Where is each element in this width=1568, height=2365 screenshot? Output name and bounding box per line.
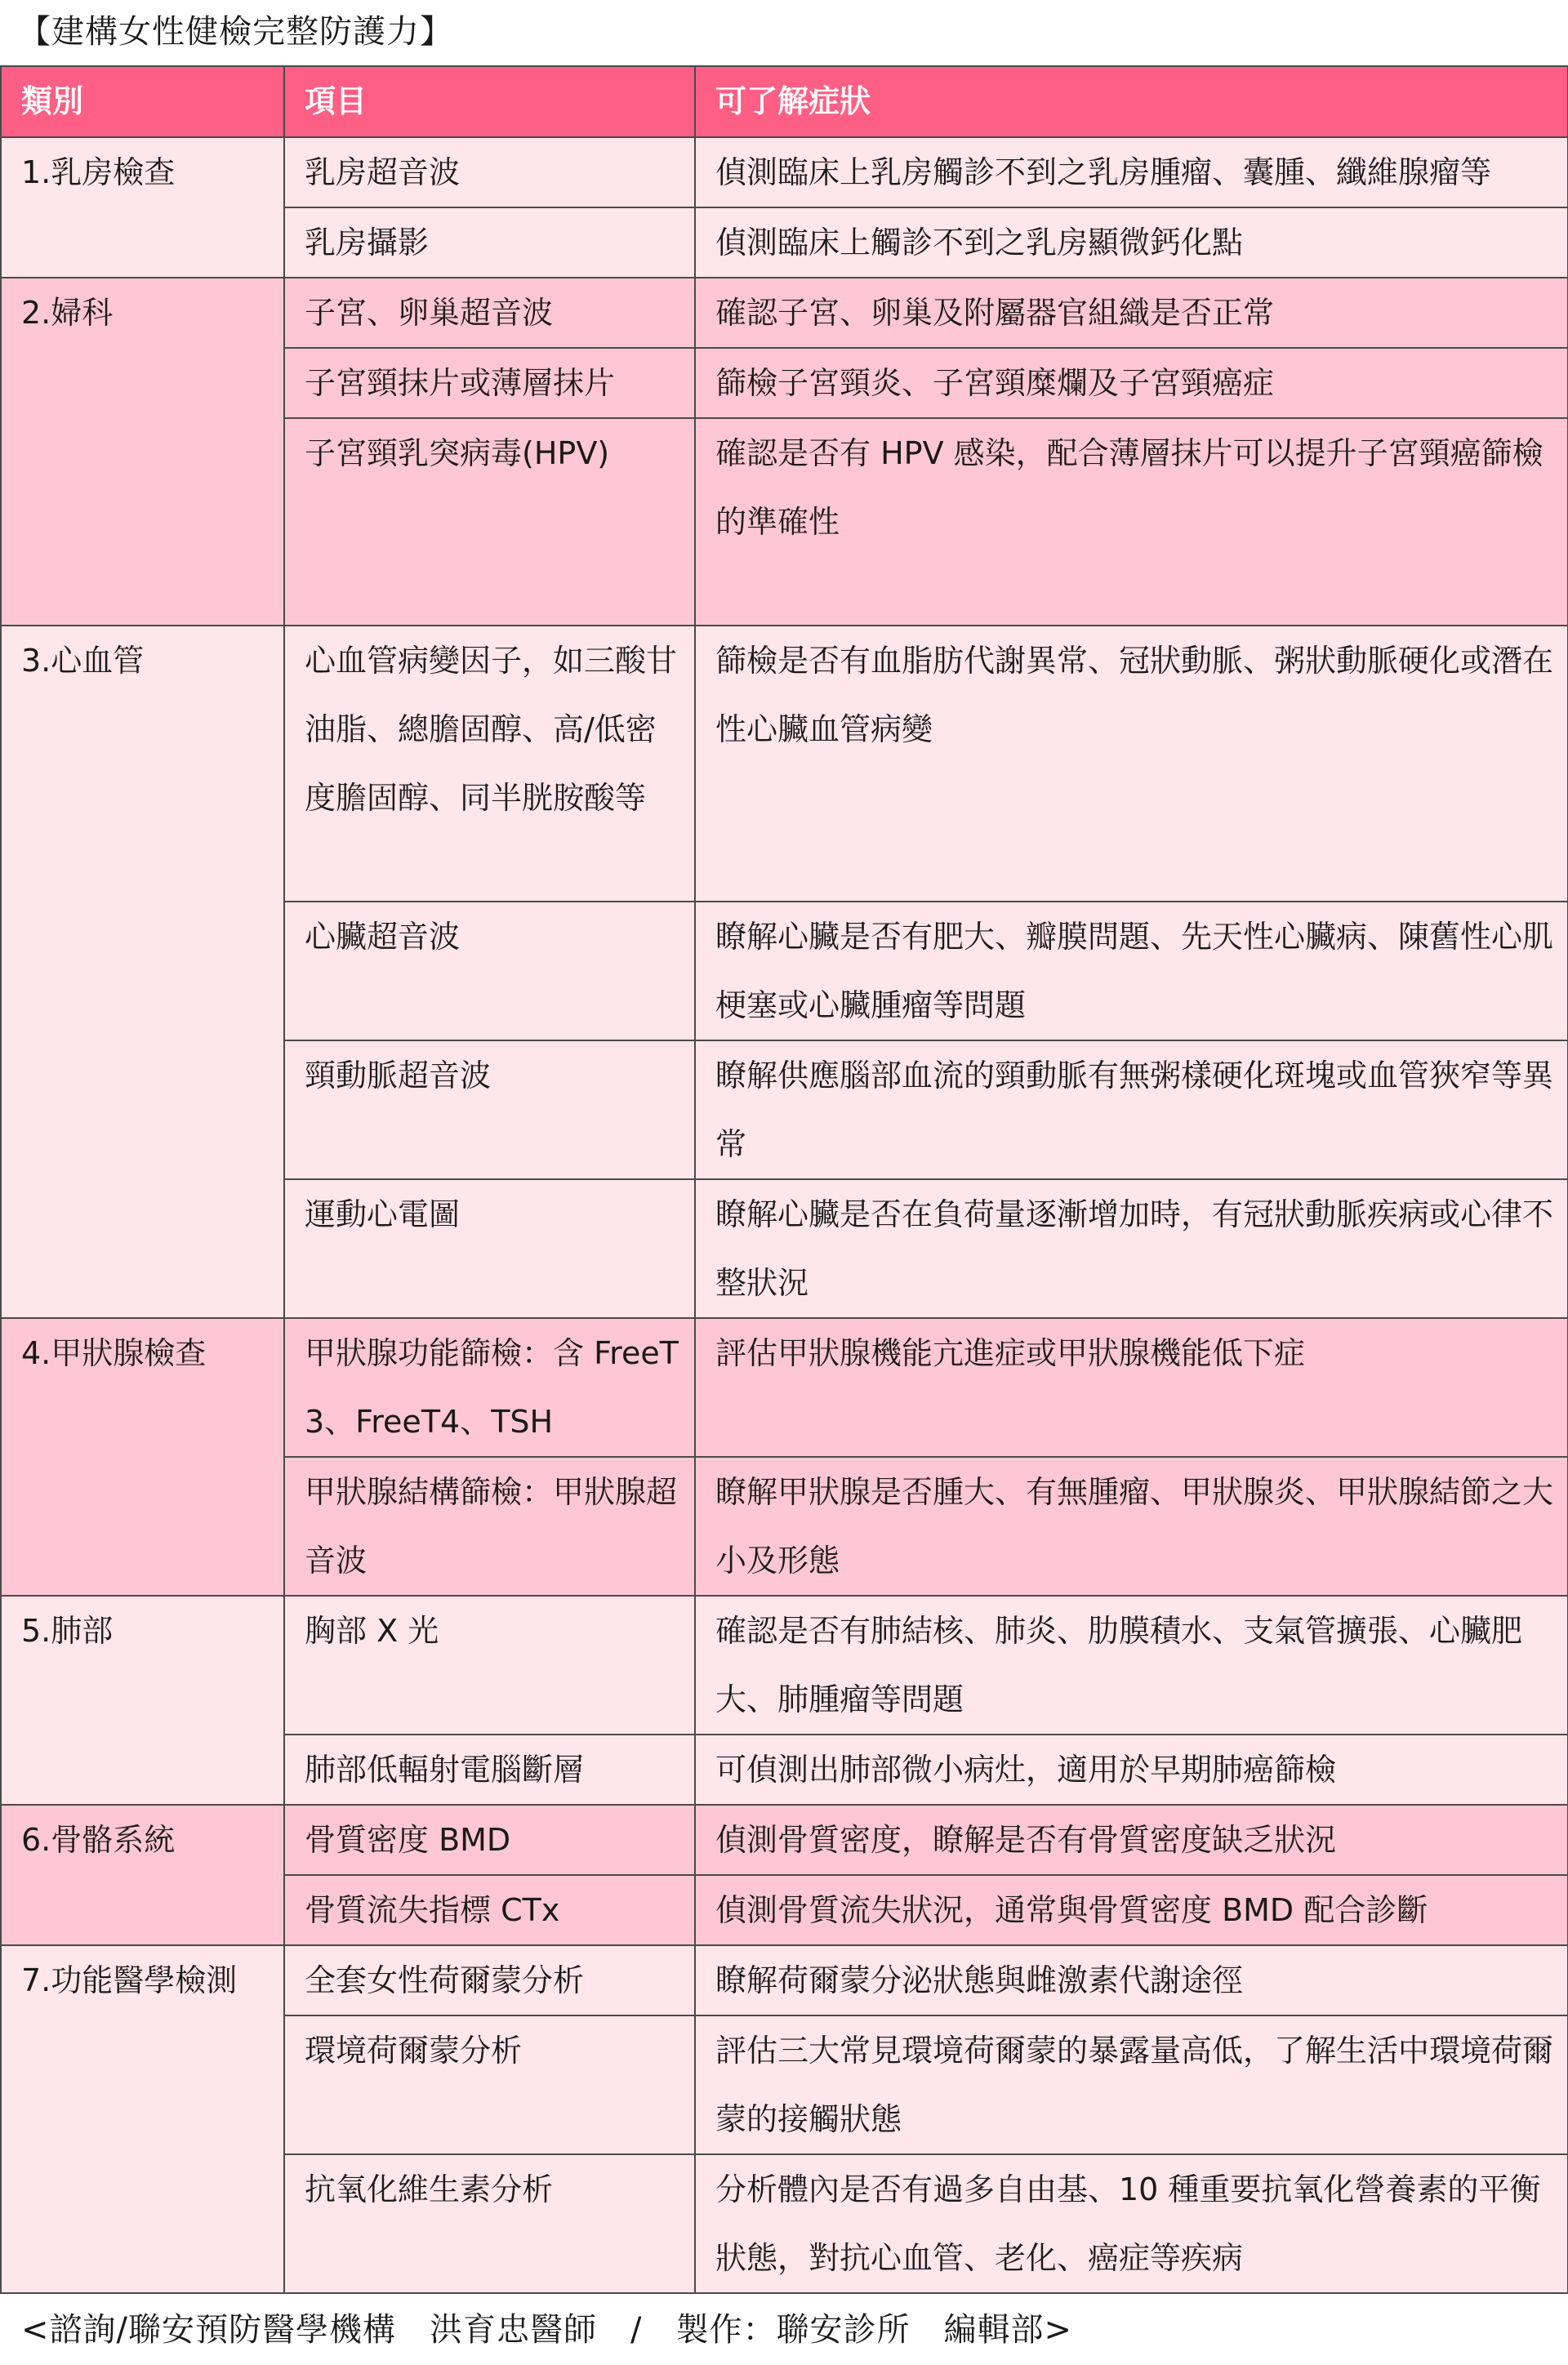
symptom-cell: 偵測骨質密度，瞭解是否有骨質密度缺乏狀況 (695, 1805, 1568, 1875)
category-cell: 7.功能醫學檢測 (1, 1945, 284, 2293)
item-cell: 心血管病變因子，如三酸甘油脂、總膽固醇、高/低密度膽固醇、同半胱胺酸等 (284, 626, 695, 902)
item-cell: 乳房攝影 (284, 207, 695, 278)
item-cell: 甲狀腺功能篩檢：含 FreeT3、FreeT4、TSH (284, 1318, 695, 1457)
table-row (1, 278, 1568, 348)
symptom-cell: 評估三大常見環境荷爾蒙的暴露量高低，了解生活中環境荷爾蒙的接觸狀態 (695, 2015, 1568, 2154)
symptom-cell: 篩檢是否有血脂肪代謝異常、冠狀動脈、粥狀動脈硬化或潛在性心臟血管病變 (695, 626, 1568, 902)
symptom-cell: 瞭解心臟是否有肥大、瓣膜問題、先天性心臟病、陳舊性心肌梗塞或心臟腫瘤等問題 (695, 902, 1568, 1040)
item-cell: 抗氧化維生素分析 (284, 2154, 695, 2293)
item-cell: 全套女性荷爾蒙分析 (284, 1945, 695, 2015)
symptom-cell: 確認是否有肺結核、肺炎、肋膜積水、支氣管擴張、心臟肥大、肺腫瘤等問題 (695, 1596, 1568, 1735)
symptom-cell: 偵測臨床上觸診不到之乳房顯微鈣化點 (695, 207, 1568, 278)
column-header-item: 項目 (284, 66, 695, 137)
page-title: 【建構女性健檢完整防護力】 (18, 13, 453, 51)
symptom-cell: 確認子宮、卵巢及附屬器官組織是否正常 (695, 278, 1568, 348)
symptom-cell: 瞭解心臟是否在負荷量逐漸增加時，有冠狀動脈疾病或心律不整狀況 (695, 1179, 1568, 1318)
footer-credit: <諮詢/聯安預防醫學機構 洪育忠醫師 / 製作：聯安診所 編輯部> (21, 2311, 1072, 2349)
item-cell: 骨質密度 BMD (284, 1805, 695, 1875)
symptom-cell: 瞭解甲狀腺是否腫大、有無腫瘤、甲狀腺炎、甲狀腺結節之大小及形態 (695, 1457, 1568, 1596)
item-cell: 甲狀腺結構篩檢：甲狀腺超音波 (284, 1457, 695, 1596)
symptom-cell: 偵測骨質流失狀況，通常與骨質密度 BMD 配合診斷 (695, 1875, 1568, 1945)
symptom-cell: 篩檢子宮頸炎、子宮頸糜爛及子宮頸癌症 (695, 348, 1568, 418)
symptom-cell: 確認是否有 HPV 感染，配合薄層抹片可以提升子宮頸癌篩檢的準確性 (695, 418, 1568, 626)
item-cell: 子宮頸乳突病毒(HPV) (284, 418, 695, 626)
category-cell: 1.乳房檢查 (1, 137, 284, 278)
table-row (1, 1318, 1568, 1457)
item-cell: 環境荷爾蒙分析 (284, 2015, 695, 2154)
category-cell: 2.婦科 (1, 278, 284, 626)
screening-table (0, 65, 1568, 2294)
category-cell: 3.心血管 (1, 626, 284, 1318)
table-row (1, 626, 1568, 902)
table-header-row (1, 66, 1568, 137)
table-row (1, 137, 1568, 207)
symptom-cell: 瞭解荷爾蒙分泌狀態與雌激素代謝途徑 (695, 1945, 1568, 2015)
category-cell: 6.骨骼系統 (1, 1805, 284, 1945)
symptom-cell: 偵測臨床上乳房觸診不到之乳房腫瘤、囊腫、纖維腺瘤等 (695, 137, 1568, 207)
table-row (1, 1805, 1568, 1875)
item-cell: 骨質流失指標 CTx (284, 1875, 695, 1945)
category-cell: 4.甲狀腺檢查 (1, 1318, 284, 1596)
symptom-cell: 可偵測出肺部微小病灶，適用於早期肺癌篩檢 (695, 1735, 1568, 1805)
column-header-symptom: 可了解症狀 (695, 66, 1568, 137)
item-cell: 子宮、卵巢超音波 (284, 278, 695, 348)
item-cell: 胸部 X 光 (284, 1596, 695, 1735)
item-cell: 運動心電圖 (284, 1179, 695, 1318)
symptom-cell: 瞭解供應腦部血流的頸動脈有無粥樣硬化斑塊或血管狹窄等異常 (695, 1040, 1568, 1179)
table-row (1, 1596, 1568, 1735)
table-row (1, 1945, 1568, 2015)
item-cell: 子宮頸抹片或薄層抹片 (284, 348, 695, 418)
symptom-cell: 分析體內是否有過多自由基、10 種重要抗氧化營養素的平衡狀態，對抗心血管、老化、癌症等疾病 (695, 2154, 1568, 2293)
screening-sheet (0, 65, 1568, 2294)
item-cell: 心臟超音波 (284, 902, 695, 1040)
item-cell: 肺部低輻射電腦斷層 (284, 1735, 695, 1805)
item-cell: 乳房超音波 (284, 137, 695, 207)
symptom-cell: 評估甲狀腺機能亢進症或甲狀腺機能低下症 (695, 1318, 1568, 1457)
item-cell: 頸動脈超音波 (284, 1040, 695, 1179)
category-cell: 5.肺部 (1, 1596, 284, 1805)
column-header-category: 類別 (1, 66, 284, 137)
